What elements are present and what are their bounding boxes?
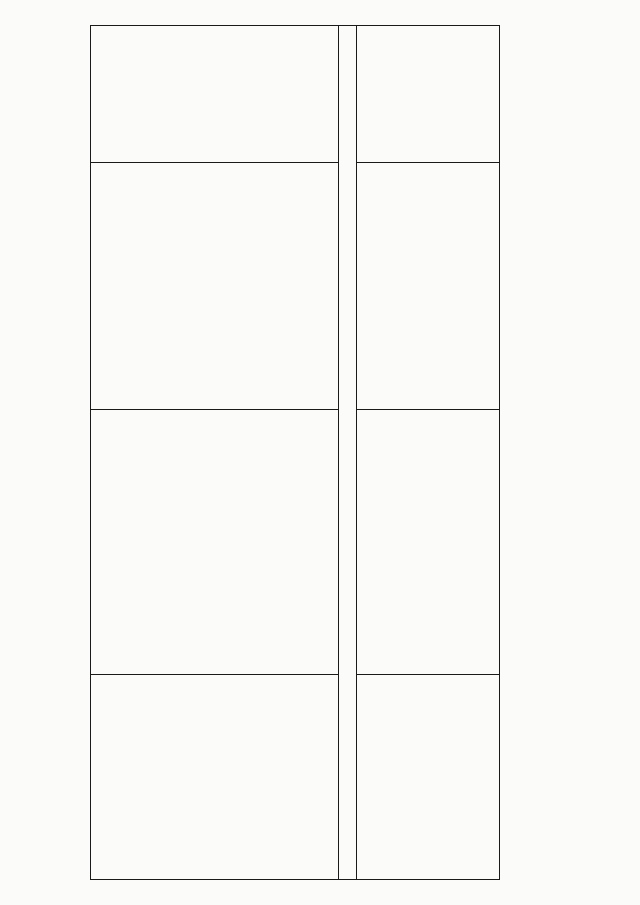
rotated-table-frame bbox=[90, 25, 640, 435]
criterion-header-row bbox=[339, 26, 357, 880]
row-2-1-formula bbox=[357, 162, 500, 410]
row-2-1-scores bbox=[357, 26, 500, 163]
row-2-1-description bbox=[357, 410, 500, 675]
row-2-1-indicator bbox=[357, 675, 500, 880]
continued-row-description-cell bbox=[91, 410, 339, 675]
rotated-table-inner bbox=[90, 25, 500, 880]
continued-row-formula-cell bbox=[91, 162, 339, 410]
criteria-table bbox=[90, 25, 500, 880]
continued-row bbox=[91, 26, 339, 880]
row-2-1 bbox=[357, 26, 500, 880]
continued-row-scores-cell bbox=[91, 26, 339, 163]
criterion-header bbox=[339, 26, 357, 880]
continued-row-indicator-cell bbox=[91, 675, 339, 880]
